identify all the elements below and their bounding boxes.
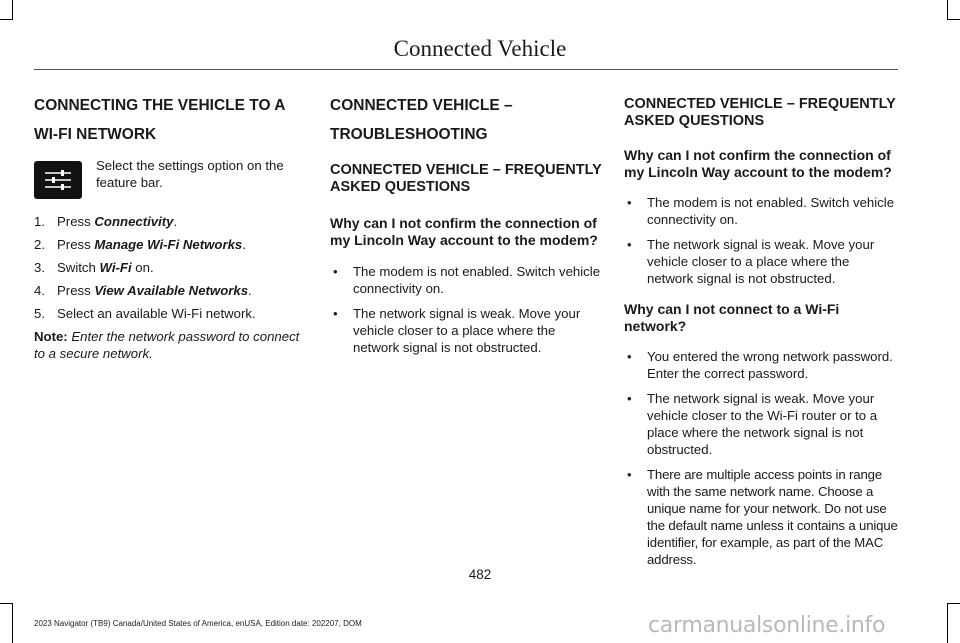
- list-item: [34, 213, 310, 230]
- step-text: Select an available Wi-Fi network.: [57, 306, 256, 321]
- faq-question: Why can I not confirm the connection of my Lincoln Way account to the modem?: [624, 147, 892, 180]
- section-heading-troubleshooting: [330, 96, 602, 145]
- step-emphasis: View Available Networks: [94, 283, 249, 298]
- step-text: Switch: [57, 260, 100, 275]
- list-item: • The network signal is weak. Move your vehicle closer to a place where the network signal is not obstructed.: [330, 305, 602, 356]
- answer-list: [330, 263, 602, 356]
- faq-question: Why can I not connect to a Wi-Fi network?: [624, 301, 840, 334]
- list-item: [34, 259, 310, 276]
- crop-mark: [0, 603, 13, 604]
- step-emphasis: Wi-Fi: [99, 260, 132, 275]
- step-suffix: .: [242, 237, 246, 252]
- step-text: Press: [57, 237, 95, 252]
- step-suffix: .: [173, 214, 178, 229]
- list-item: • The network signal is weak. Move your vehicle closer to a place where the network signal is not obstructed.: [624, 236, 898, 287]
- crop-mark: [947, 19, 960, 20]
- step-number: 2.: [34, 237, 45, 252]
- icon-instruction: [34, 157, 310, 199]
- section-heading-wifi: [34, 96, 310, 145]
- step-emphasis: Manage Wi-Fi Networks: [94, 237, 243, 252]
- steps-list: [34, 213, 310, 322]
- heading-line: WI-FI NETWORK: [34, 126, 157, 143]
- crop-mark: [12, 603, 13, 643]
- list-item: • There are multiple access points in range with the same network name. Choose a unique name for your network. Do not use the default name unless it contains a unique identifier, for example, as part of the MAC address.: [624, 466, 898, 568]
- list-item: • The network signal is weak. Move your vehicle closer to the Wi-Fi router or to a place where the network signal is not obstructed.: [624, 390, 898, 458]
- heading-line: TROUBLESHOOTING: [330, 126, 488, 143]
- crop-mark: [947, 603, 948, 643]
- list-item: [34, 305, 310, 322]
- heading-line: CONNECTED VEHICLE –: [330, 97, 513, 114]
- header-divider: [34, 69, 898, 70]
- list-item: • You entered the wrong network password. Enter the correct password.: [624, 348, 898, 382]
- step-suffix: .: [248, 283, 252, 298]
- faq-heading: CONNECTED VEHICLE – FREQUENTLY ASKED QUESTIONS: [330, 162, 602, 195]
- note: [34, 328, 310, 362]
- step-text: Press: [57, 283, 95, 298]
- step-number: 4.: [34, 283, 45, 298]
- step-emphasis: Connectivity: [94, 214, 174, 229]
- icon-instruction-text: Select the settings option on the feature bar.: [96, 158, 284, 190]
- crop-mark: [947, 0, 948, 20]
- watermark: carmanualsonline.info: [648, 613, 886, 638]
- footer-edition: 2023 Navigator (TB9) Canada/United States of America, enUSA, Edition date: 202207, DOM: [34, 619, 362, 628]
- step-number: 3.: [34, 260, 45, 275]
- column-faq: [624, 96, 898, 576]
- list-item: • The modem is not enabled. Switch vehicle connectivity on.: [624, 194, 898, 228]
- step-text: Press: [57, 214, 95, 229]
- heading-line: CONNECTING THE VEHICLE TO A: [34, 97, 286, 114]
- step-number: 1.: [34, 214, 45, 229]
- list-item: [34, 236, 310, 253]
- note-label: Note:: [34, 329, 68, 344]
- settings-sliders-icon: [34, 161, 82, 199]
- faq-heading: CONNECTED VEHICLE – FREQUENTLY ASKED QUESTIONS: [624, 96, 896, 129]
- step-number: 5.: [34, 306, 45, 321]
- list-item: [34, 282, 310, 299]
- note-text: Enter the network password to connect to a secure network.: [34, 329, 300, 361]
- column-wifi: [34, 96, 310, 362]
- crop-mark: [947, 603, 960, 604]
- answer-list: [624, 348, 898, 568]
- crop-mark: [12, 0, 13, 20]
- step-suffix: on.: [131, 260, 154, 275]
- answer-list: [624, 194, 898, 287]
- list-item: • The modem is not enabled. Switch vehicle connectivity on.: [330, 263, 602, 297]
- column-troubleshooting: [330, 96, 602, 364]
- page-number: 482: [468, 567, 492, 582]
- crop-mark: [0, 19, 13, 20]
- page-title: Connected Vehicle: [393, 36, 567, 61]
- faq-question: Why can I not confirm the connection of my Lincoln Way account to the modem?: [330, 215, 598, 248]
